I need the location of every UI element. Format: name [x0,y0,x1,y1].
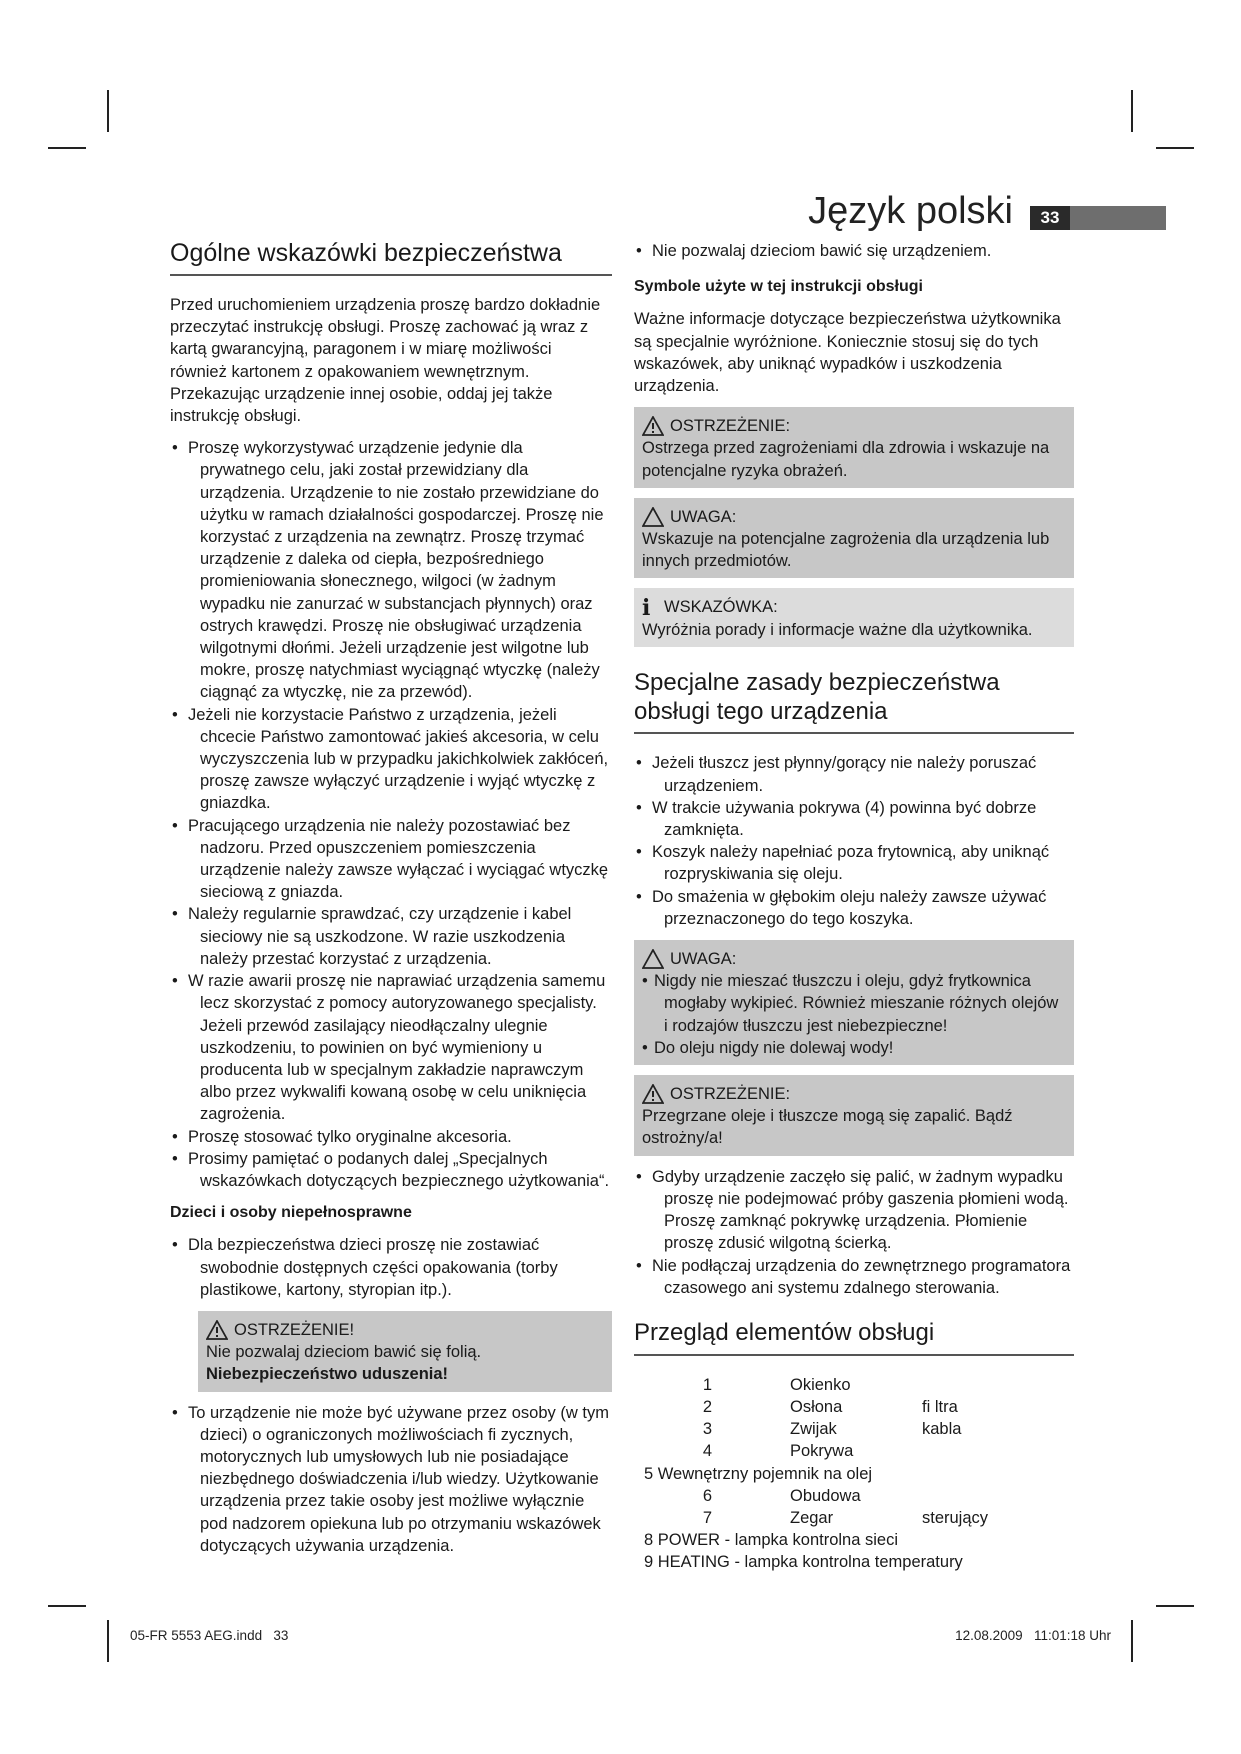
left-column [170,238,612,1567]
table-row [634,1507,988,1529]
control-label: Obudowa [790,1486,861,1505]
table-row [634,1551,988,1573]
crop-mark [1131,1620,1133,1662]
page-number: 33 [1030,206,1070,230]
special-list [634,752,1074,930]
crop-mark [107,1620,109,1662]
control-number: 2 [702,1397,712,1416]
page-bar [1070,206,1166,230]
section-title-controls: Przegląd elementów obsługi [634,1319,1074,1356]
section-title-special-safety: Specjalne zasady bezpieczeństwa obsługi tego urządzenia [634,669,1074,735]
crop-mark [107,90,109,132]
control-extra: kabla [922,1420,962,1439]
list-item: • Pracującego urządzenia nie należy pozostawiać bez nadzoru. Przed opuszczeniem pomieszczenia urządzenie należy zawsze wyłączać i wyciągać wtyczkę sieciową z gniazda. [170,815,612,904]
control-number: 1 [702,1375,712,1394]
table-row [634,1418,988,1440]
footer-timestamp: 12.08.2009 11:01:18 Uhr [955,1628,1111,1643]
list-item: • W razie awarii proszę nie naprawiać urządzenia samemu lecz skorzystać z pomocy autoryzowanego specjalisty. Jeżeli przewód zasilający nieodłączalny ulegnie uszkodzeniu, to powinien on być wymieniony u producenta lub w specjalnym zakładzie naprawczym albo przez wykwalifi kowaną osobę w celu uniknięcia zagrożenia. [170,970,612,1125]
list-item: • Do oleju nigdy nie dolewaj wody! [642,1037,1066,1059]
box-hint [634,588,1074,646]
box-warning-fire [634,1075,1074,1156]
warning-triangle-icon [642,416,664,436]
persons-list [170,1402,612,1557]
box-warning-fire-text: Przegrzane oleje i tłuszcze mogą się zapalić. Bądź ostrożny/a! [642,1107,1013,1148]
box-warning-title: OSTRZEŻENIE: [670,417,791,436]
box-caution-oil [634,940,1074,1065]
control-extra [912,1485,988,1507]
info-icon: i [642,594,651,621]
box-title [642,1083,1066,1105]
table-row [634,1485,988,1507]
warning-box-foil [198,1311,612,1392]
box-warning-text: Ostrzega przed zagrożeniami dla zdrowia i wskazuje na potencjalne ryzyka obrażeń. [642,439,1050,480]
box-title [642,594,1066,621]
box-warning-fire-title: OSTRZEŻENIE: [670,1085,791,1104]
caution-triangle-icon [642,507,664,527]
box-hint-title: WSKAZÓWKA: [664,598,778,617]
language-title: Język polski [808,190,1013,232]
fire-list [634,1166,1074,1299]
children-list [170,1234,612,1301]
list-item: • Proszę stosować tylko oryginalne akcesoria. [170,1126,612,1148]
list-item: • W trakcie używania pokrywa (4) powinna być dobrze zamknięta. [634,797,1074,841]
box-caution-oil-title: UWAGA: [670,950,737,969]
list-item: • To urządzenie nie może być używane przez osoby (w tym dzieci) o ograniczonych możliwościach fi zycznych, motorycznych lub umysłowych lub nie posiadające niezbędnego doświadczenia i/lub wiedzy. Użytkowanie urządzenia przez takie osoby jest możliwe wyłącznie pod nadzorem opiekuna lub po otrzymaniu wskazówek dotyczących używania urządzenia. [170,1402,612,1557]
crop-mark [48,147,86,149]
box-hint-text: Wyróżnia porady i informacje ważne dla użytkownika. [642,620,1033,639]
table-row [634,1529,988,1551]
list-item: • Gdyby urządzenie zaczęło się palić, w żadnym wypadku proszę nie podejmować próby gaszenia płomieni wodą. Proszę zamknąć pokrywkę urządzenia. Płomienie proszę zdusić wilgotną ścierką. [634,1166,1074,1255]
crop-mark [1131,90,1133,132]
list-item: • Dla bezpieczeństwa dzieci proszę nie zostawiać swobodnie dostępnych części opakowania (torby plastikowe, kartony, styropian itp.). [170,1234,612,1301]
control-number: 6 [702,1486,712,1505]
crop-mark [48,1605,86,1607]
table-row [634,1374,988,1396]
box-warning [634,407,1074,488]
table-row [634,1463,988,1485]
warning-title: OSTRZEŻENIE! [234,1320,355,1339]
control-label: Zegar [790,1508,834,1527]
symbols-intro: Ważne informacje dotyczące bezpieczeństwa użytkownika są specjalnie wyróżnione. Koniecznie stosuj się do tych wskazówek, aby uniknąć wypadków i uszkodzenia urządzenia. [634,310,1061,396]
list-item: • Prosimy pamiętać o podanych dalej „Specjalnych wskazówkach dotyczących bezpiecznego użytkowania“. [170,1148,612,1192]
caution-oil-list [642,970,1066,1059]
control-label: Okienko [790,1375,851,1394]
crop-mark [1156,147,1194,149]
list-item: • Koszyk należy napełniać poza frytownicą, aby uniknąć rozpryskiwania się oleju. [634,841,1074,885]
control-extra [912,1440,988,1462]
warning-box-title [206,1319,604,1341]
list-item: • Jeżeli nie korzystacie Państwo z urządzenia, jeżeli chcecie Państwo zamontować jakieś akcesoria, w celu wyczyszczenia lub w przypadku jakichkolwiek zakłóceń, proszę zawsze wyłączyć urządzenie i wyjąć wtyczkę z gniazdka. [170,704,612,815]
control-label: Zwijak [790,1420,837,1439]
control-label: Osłona [790,1397,843,1416]
box-caution-title: UWAGA: [670,507,737,526]
control-full: 8 POWER - lampka kontrolna sieci [644,1531,899,1550]
list-item: • Jeżeli tłuszcz jest płynny/gorący nie należy poruszać urządzeniem. [634,752,1074,796]
warning-line: Nie pozwalaj dzieciom bawić się folią. [206,1343,482,1362]
list-item: • Proszę wykorzystywać urządzenie jedynie dla prywatnego celu, jaki został przewidziany dla urządzenia. Urządzenie to nie zostało przewidziane do użytku w ramach działalności gospodarczej. Proszę nie korzystać z urządzenia na zewnątrz. Proszę trzymać urządzenie z daleka od ciepła, bezpośredniego promieniowania słonecznego, wilgoci (w żadnym wypadku nie zanurzać w substancjach płynnych) oraz ostrych krawędzi. Proszę nie obsługiwać urządzenia wilgotnymi dłońmi. Jeżeli urządzenie jest wilgotne lub mokre, proszę natychmiast wyciągnąć wtyczkę (należy ciągnąć za wtyczkę, nie za przewód). [170,437,612,703]
warning-triangle-icon [206,1320,228,1340]
list-item: • Należy regularnie sprawdzać, czy urządzenie i kabel sieciowy nie są uszkodzone. W razie uszkodzenia należy przestać korzystać z urządzenia. [170,903,612,970]
controls-table [634,1374,988,1574]
warning-line-bold: Niebezpieczeństwo uduszenia! [206,1365,449,1384]
safety-list [170,437,612,1192]
control-extra: sterujący [922,1508,989,1527]
table-row [634,1396,988,1418]
box-title [642,506,1066,528]
control-label: Pokrywa [790,1442,854,1461]
list-item: • Nigdy nie mieszać tłuszczu i oleju, gdyż frytkownica mogłaby wykipieć. Również mieszanie różnych olejów i rodzajów tłuszczu jest niebezpieczne! [642,970,1066,1037]
section-title-general-safety: Ogólne wskazówki bezpieczeństwa [170,238,612,276]
crop-mark [1156,1605,1194,1607]
box-caution-text: Wskazuje na potencjalne zagrożenia dla urządzenia lub innych przedmiotów. [642,530,1050,571]
box-title [642,415,1066,437]
box-title [642,948,1066,970]
footer-file-info: 05-FR 5553 AEG.indd 33 [130,1628,289,1643]
intro-paragraph: Przed uruchomieniem urządzenia proszę bardzo dokładnie przeczytać instrukcję obsługi. Proszę zachować ją wraz z kartą gwarancyjną, paragonem i w miarę możliwości również kartonem z opakowaniem wewnętrznym. Przekazując urządzenie innej osobie, oddaj jej także instrukcję obsługi. [170,296,601,426]
box-caution [634,498,1074,579]
table-row [634,1440,988,1462]
control-extra: fi ltra [922,1397,958,1416]
control-number: 7 [702,1508,712,1527]
symbols-heading: Symbole użyte w tej instrukcji obsługi [634,278,923,296]
list-item: • Nie podłączaj urządzenia do zewnętrznego programatora czasowego ani systemu zdalnego sterowania. [634,1255,1074,1299]
list-item: • Do smażenia w głębokim oleju należy zawsze używać przeznaczonego do tego koszyka. [634,886,1074,930]
right-column [634,238,1074,1574]
list-item: • Nie pozwalaj dzieciom bawić się urządzeniem. [634,240,1074,262]
control-number: 3 [702,1420,712,1439]
control-full: 9 HEATING - lampka kontrolna temperatury [644,1553,963,1572]
control-extra [912,1374,988,1396]
top-list [634,240,1074,262]
caution-triangle-icon [642,949,664,969]
control-number: 4 [702,1442,712,1461]
control-full: 5 Wewnętrzny pojemnik na olej [644,1464,873,1483]
children-heading: Dzieci i osoby niepełnosprawne [170,1204,412,1222]
warning-triangle-icon [642,1084,664,1104]
